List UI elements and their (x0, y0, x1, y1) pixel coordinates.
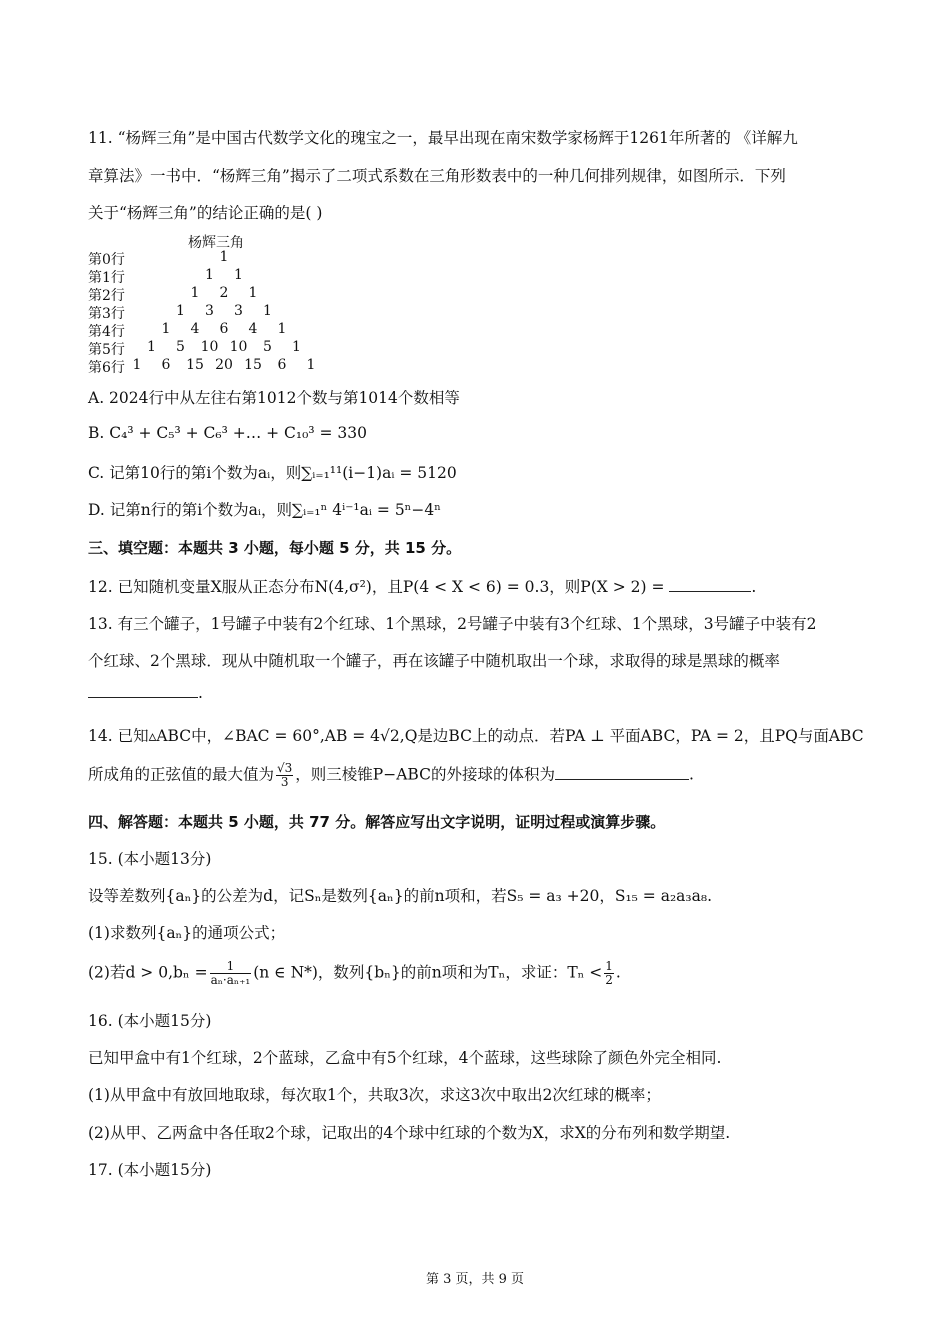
triangle-number: 1 (176, 303, 185, 319)
q11-option-c: C. 记第10行的第i个数为aᵢ，则∑ᵢ₌₁¹¹(i−1)aᵢ = 5120 (88, 464, 457, 482)
triangle-number: 6 (277, 357, 287, 373)
triangle-number: 1 (161, 321, 171, 337)
q12-stem: 12. 已知随机变量X服从正态分布N(4,σ²)，且P(4 < X < 6) = 0.3，则P(X > 2) = (88, 578, 665, 596)
triangle-number: 1 (205, 267, 214, 283)
triangle-number: 6 (219, 321, 229, 337)
page-footer: 第 3 页，共 9 页 (425, 1272, 525, 1287)
q16-part-1: (1)从甲盒中有放回地取球，每次取1个，共取3次，求这3次中取出2次红球的概率； (88, 1086, 661, 1104)
triangle-number: 1 (219, 249, 229, 265)
triangle-row-label: 第6行 (88, 360, 125, 376)
q11-line-3: 关于“杨辉三角”的结论正确的是( ) (88, 204, 323, 222)
triangle-row-label: 第1行 (88, 270, 125, 286)
q11-option-a: A. 2024行中从左往右第1012个数与第1014个数相等 (88, 389, 460, 407)
triangle-row (88, 339, 388, 357)
triangle-number: 10 (200, 339, 219, 355)
q13-end: . (198, 684, 203, 702)
q11-option-d: D. 记第n行的第i个数为aᵢ，则∑ᵢ₌₁ⁿ 4ⁱ⁻¹aᵢ = 5ⁿ−4ⁿ (88, 501, 441, 519)
q15-b-fraction (210, 960, 252, 987)
q15-part-1: (1)求数列{aₙ}的通项公式； (88, 924, 286, 942)
triangle-number: 10 (229, 339, 248, 355)
triangle-number: 6 (161, 357, 171, 373)
q15-p2-pre: (2)若d > 0,bₙ = (88, 963, 208, 982)
q12-end: . (751, 578, 757, 596)
triangle-number: 4 (190, 321, 200, 337)
q14-line-2 (88, 762, 694, 789)
triangle-number: 1 (277, 321, 287, 337)
q15-b-num: 1 (210, 960, 252, 974)
triangle-number: 1 (306, 357, 316, 373)
triangle-number: 5 (263, 339, 272, 355)
q12-answer-blank (669, 577, 751, 592)
triangle-number: 20 (215, 357, 233, 373)
q13-answer-blank (88, 683, 198, 698)
triangle-row (88, 285, 388, 303)
triangle-row-label: 第0行 (88, 252, 125, 268)
triangle-row-label: 第5行 (88, 342, 125, 358)
triangle-number: 3 (205, 303, 214, 319)
q13-line-1: 13. 有三个罐子，1号罐子中装有2个红球、1个黑球，2号罐子中装有3个红球、1个黑球，3号罐子中装有2 (88, 615, 817, 633)
q15-half-den: 2 (605, 973, 613, 987)
q16-head: 16. (本小题15分) (88, 1012, 212, 1030)
triangle-number: 15 (186, 357, 204, 373)
q11-line-2: 章算法》一书中．“杨辉三角”揭示了二项式系数在三角形数表中的一种几何排列规律，如图所示．下列 (88, 167, 786, 185)
q14-frac-den: 3 (280, 775, 289, 789)
triangle-number: 3 (234, 303, 243, 319)
q14-end: . (688, 765, 694, 784)
triangle-number: 2 (219, 285, 229, 301)
triangle-number: 4 (248, 321, 258, 337)
triangle-row (88, 303, 388, 321)
q15-head: 15. (本小题13分) (88, 850, 212, 868)
section-3-title: 三、填空题：本题共 3 小题，每小题 5 分，共 15 分。 (88, 539, 462, 557)
triangle-number: 5 (176, 339, 185, 355)
triangle-row-label: 第4行 (88, 324, 125, 340)
triangle-number: 1 (147, 339, 156, 355)
q16-stem: 已知甲盒中有1个红球，2个蓝球，乙盒中有5个红球，4个蓝球，这些球除了颜色外完全相同. (88, 1049, 722, 1067)
q14-post: ，则三棱锥P−ABC的外接球的体积为 (295, 765, 555, 784)
q15-half-fraction (604, 960, 614, 987)
q15-b-den: aₙ·aₙ₊₁ (210, 973, 251, 987)
triangle-row (88, 249, 388, 267)
triangle-row (88, 321, 388, 339)
q14-fraction (276, 762, 293, 789)
triangle-number: 1 (248, 285, 258, 301)
section-4-title: 四、解答题：本题共 5 小题，共 77 分。解答应写出文字说明，证明过程或演算步骤。 (88, 813, 666, 831)
q11-option-b: B. C₄³ + C₅³ + C₆³ +… + C₁₀³ = 330 (88, 424, 367, 442)
q15-p2-mid: (n ∈ N*)，数列{bₙ}的前n项和为Tₙ，求证：Tₙ < (253, 963, 603, 982)
q15-half-num: 1 (605, 959, 613, 973)
q12-text (88, 575, 756, 597)
q13-line-3 (88, 683, 203, 702)
triangle-number: 15 (244, 357, 262, 373)
triangle-number: 1 (234, 267, 243, 283)
q15-part-2 (88, 960, 621, 987)
triangle-number: 1 (292, 339, 301, 355)
q14-pre: 所成角的正弦值的最大值为 (88, 765, 275, 784)
q13-line-2: 个红球、2个黑球．现从中随机取一个罐子，再在该罐子中随机取出一个球，求取得的球是黑球的概率 (88, 652, 780, 670)
triangle-row-label: 第2行 (88, 288, 125, 304)
triangle-number: 1 (263, 303, 272, 319)
triangle-row-label: 第3行 (88, 306, 125, 322)
q15-stem: 设等差数列{aₙ}的公差为d，记Sₙ是数列{aₙ}的前n项和，若S₅ = a₃ +20，S₁₅ = a₂a₃a₈. (88, 887, 713, 905)
triangle-number: 1 (190, 285, 200, 301)
triangle-row (88, 357, 388, 375)
q17-head: 17. (本小题15分) (88, 1161, 212, 1179)
triangle-row (88, 267, 388, 285)
q14-line-1: 14. 已知▵ABC中，∠BAC = 60°,AB = 4√2,Q是边BC上的动点．若PA ⊥ 平面ABC，PA = 2，且PQ与面ABC (88, 727, 864, 745)
q15-p2-end: . (615, 963, 621, 982)
q14-frac-num: √3 (277, 761, 293, 775)
triangle-number: 1 (132, 357, 142, 373)
q14-answer-blank (555, 765, 689, 780)
q16-part-2: (2)从甲、乙两盒中各任取2个球，记取出的4个球中红球的个数为X，求X的分布列和数学期望. (88, 1124, 731, 1142)
q11-line-1: 11. “杨辉三角”是中国古代数学文化的瑰宝之一，最早出现在南宋数学家杨辉于1261年所著的 《详解九 (88, 129, 798, 147)
triangle-title: 杨辉三角 (188, 235, 244, 251)
